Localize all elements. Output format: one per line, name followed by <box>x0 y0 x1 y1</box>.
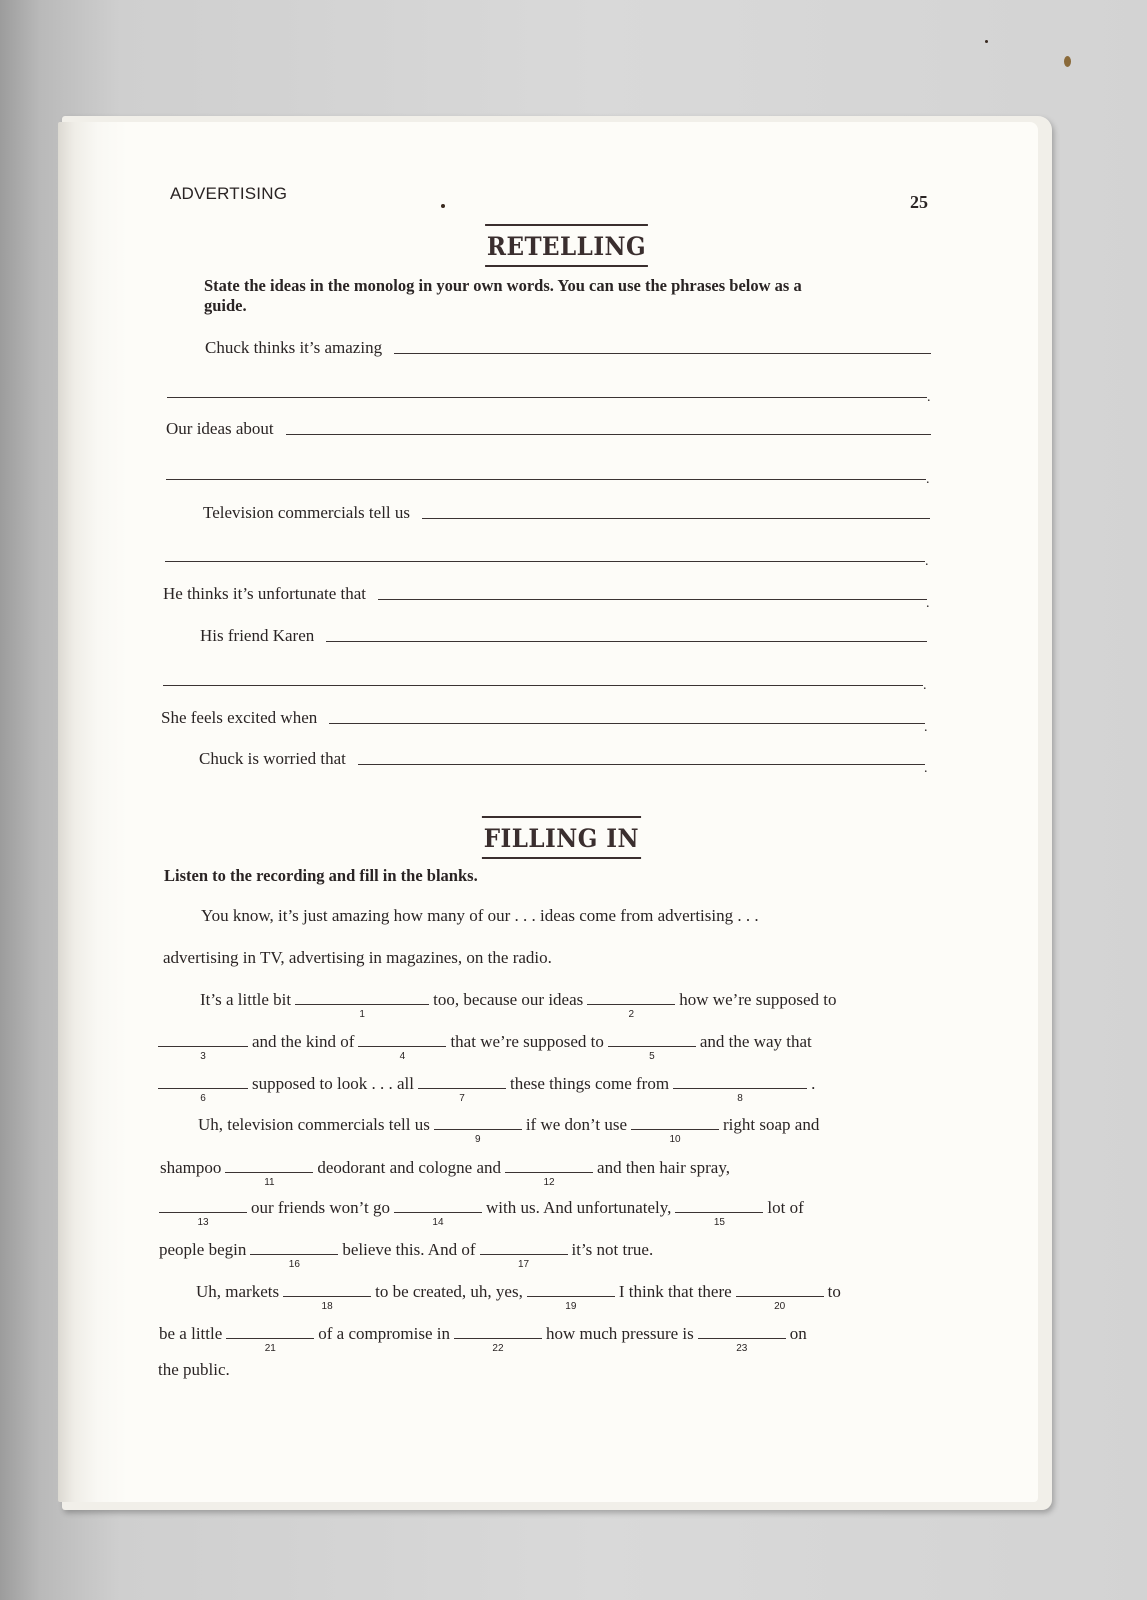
answer-line[interactable] <box>378 598 927 600</box>
period-mark: . <box>926 596 930 611</box>
blank-13[interactable] <box>159 1211 247 1228</box>
period-mark: . <box>924 761 928 776</box>
passage-text: how we’re supposed to <box>679 990 837 1009</box>
prompt-row-chuck-amazing <box>205 338 931 358</box>
answer-line[interactable] <box>358 763 925 765</box>
prompt-row-tv-commercials <box>203 503 930 523</box>
blank-number: 10 <box>669 1134 681 1145</box>
page-number: 25 <box>910 192 928 212</box>
blank-16[interactable] <box>250 1253 338 1270</box>
filling-in-title: FILLING IN <box>482 816 641 859</box>
blank-number: 11 <box>264 1177 275 1188</box>
passage-text: supposed to look . . . all <box>252 1074 414 1093</box>
passage-text: lot of <box>767 1198 804 1217</box>
passage-line-1: You know, it’s just amazing how many of our . . . ideas come from advertising . . . <box>201 906 759 925</box>
prompt-row-excited <box>161 708 925 728</box>
passage-text: to <box>827 1282 841 1301</box>
blank-number: 20 <box>774 1301 786 1312</box>
blank-number: 3 <box>200 1051 206 1062</box>
passage-text: . <box>811 1074 816 1093</box>
blank-8[interactable] <box>673 1087 807 1104</box>
running-head: ADVERTISING <box>170 184 288 203</box>
blank-number: 6 <box>200 1093 206 1104</box>
passage-text: and the kind of <box>252 1032 355 1051</box>
blank-6[interactable] <box>158 1087 248 1104</box>
period-mark: . <box>923 678 927 693</box>
passage-text: deodorant and cologne and <box>317 1158 502 1177</box>
passage-text: of a compromise in <box>318 1324 450 1343</box>
passage-text: with us. And unfortunately, <box>485 1198 672 1217</box>
passage-text: Uh, television commercials tell us <box>198 1115 430 1134</box>
passage-text: be a little <box>159 1324 223 1343</box>
blank-number: 2 <box>628 1009 635 1020</box>
passage-line-7 <box>160 1158 730 1188</box>
passage-line-6 <box>198 1115 820 1145</box>
blank-3[interactable] <box>158 1045 248 1062</box>
answer-line[interactable] <box>286 433 931 435</box>
prompt-label: Chuck thinks it’s amazing <box>205 338 383 357</box>
blank-17[interactable] <box>480 1253 568 1270</box>
blank-18[interactable] <box>283 1295 371 1312</box>
period-mark: . <box>927 390 931 405</box>
passage-text: I think that there <box>618 1282 732 1301</box>
blank-11[interactable] <box>225 1171 313 1188</box>
prompt-label: She feels excited when <box>161 708 318 727</box>
prompt-label: His friend Karen <box>200 626 315 645</box>
passage-text: and then hair spray, <box>597 1158 730 1177</box>
blank-number: 15 <box>713 1217 725 1228</box>
blank-number: 23 <box>736 1343 748 1354</box>
blank-number: 19 <box>565 1301 577 1312</box>
retelling-instruction-line2: guide. <box>204 296 247 315</box>
answer-line[interactable] <box>167 396 927 398</box>
passage-line-5 <box>158 1074 816 1104</box>
prompt-row-our-ideas <box>166 419 931 439</box>
passage-text: people begin <box>159 1240 247 1259</box>
passage-text: Uh, markets <box>196 1282 280 1301</box>
passage-text: on <box>789 1324 807 1343</box>
blank-number: 12 <box>543 1177 555 1188</box>
prompt-row-unfortunate <box>163 584 927 604</box>
passage-line-10 <box>196 1282 841 1312</box>
blank-14[interactable] <box>394 1211 482 1228</box>
blank-number: 4 <box>399 1051 406 1062</box>
passage-text: and the way that <box>699 1032 812 1051</box>
retelling-instruction-line1: State the ideas in the monolog in your own words. You can use the phrases below as a <box>204 276 802 295</box>
blank-number: 21 <box>264 1343 276 1354</box>
blank-number: 9 <box>475 1134 481 1145</box>
answer-line[interactable] <box>165 560 925 562</box>
answer-line[interactable] <box>166 478 926 480</box>
passage-text: it’s not true. <box>571 1240 654 1259</box>
blank-20[interactable] <box>736 1295 824 1312</box>
blank-2[interactable] <box>587 1003 675 1020</box>
passage-line-8 <box>159 1198 804 1228</box>
blank-number: 7 <box>459 1093 465 1104</box>
passage-text: if we don’t use <box>525 1115 628 1134</box>
passage-text: shampoo <box>160 1158 222 1177</box>
passage-line-3 <box>200 990 837 1020</box>
period-mark: . <box>926 472 930 487</box>
passage-line-9 <box>159 1240 654 1270</box>
blank-1[interactable] <box>295 1003 429 1020</box>
answer-line[interactable] <box>422 517 930 519</box>
answer-line[interactable] <box>326 640 927 642</box>
filling-in-instruction: Listen to the recording and fill in the blanks. <box>164 866 478 885</box>
prompt-row-karen <box>200 626 927 646</box>
blank-number: 13 <box>197 1217 209 1228</box>
answer-line[interactable] <box>329 722 925 724</box>
answer-line[interactable] <box>394 352 931 354</box>
passage-text: how much pressure is <box>545 1324 694 1343</box>
passage-text: believe this. And of <box>342 1240 476 1259</box>
prompt-label: Our ideas about <box>166 419 274 438</box>
blank-4[interactable] <box>358 1045 446 1062</box>
passage-text: It’s a little bit <box>200 990 292 1009</box>
blank-21[interactable] <box>226 1337 314 1354</box>
passage-text: our friends won’t go <box>251 1198 390 1217</box>
answer-line[interactable] <box>163 684 923 686</box>
blank-number: 8 <box>737 1093 743 1104</box>
period-mark: . <box>925 554 929 569</box>
blank-10[interactable] <box>631 1128 719 1145</box>
passage-text: these things come from <box>509 1074 670 1093</box>
scan-speck <box>441 204 445 208</box>
prompt-row-worried <box>199 749 925 769</box>
scan-speck <box>985 40 988 43</box>
retelling-title: RETELLING <box>485 224 648 267</box>
passage-text: right soap and <box>723 1115 820 1134</box>
passage-text: too, because our ideas <box>433 990 584 1009</box>
passage-line-4 <box>158 1032 812 1062</box>
blank-19[interactable] <box>527 1295 615 1312</box>
prompt-label: He thinks it’s unfortunate that <box>163 584 367 603</box>
prompt-label: Chuck is worried that <box>199 749 346 768</box>
blank-number: 17 <box>517 1259 530 1270</box>
blank-number: 14 <box>432 1217 444 1228</box>
blank-22[interactable] <box>454 1337 542 1354</box>
blank-5[interactable] <box>608 1045 696 1062</box>
blank-23[interactable] <box>698 1337 786 1354</box>
blank-9[interactable] <box>434 1128 522 1145</box>
prompt-label: Television commercials tell us <box>203 503 411 522</box>
passage-text: that we’re supposed to <box>450 1032 604 1051</box>
scan-speck <box>1064 56 1071 67</box>
passage-line-11 <box>159 1324 807 1354</box>
blank-7[interactable] <box>418 1087 506 1104</box>
blank-number: 16 <box>288 1259 300 1270</box>
blank-15[interactable] <box>675 1211 763 1228</box>
blank-number: 5 <box>649 1051 655 1062</box>
blank-number: 1 <box>359 1009 365 1020</box>
passage-line-12: the public. <box>158 1360 230 1379</box>
blank-number: 22 <box>492 1343 504 1354</box>
blank-number: 18 <box>321 1301 333 1312</box>
blank-12[interactable] <box>505 1171 593 1188</box>
period-mark: . <box>924 720 928 735</box>
passage-text: to be created, uh, yes, <box>375 1282 523 1301</box>
passage-line-2: advertising in TV, advertising in magazines, on the radio. <box>163 948 552 967</box>
